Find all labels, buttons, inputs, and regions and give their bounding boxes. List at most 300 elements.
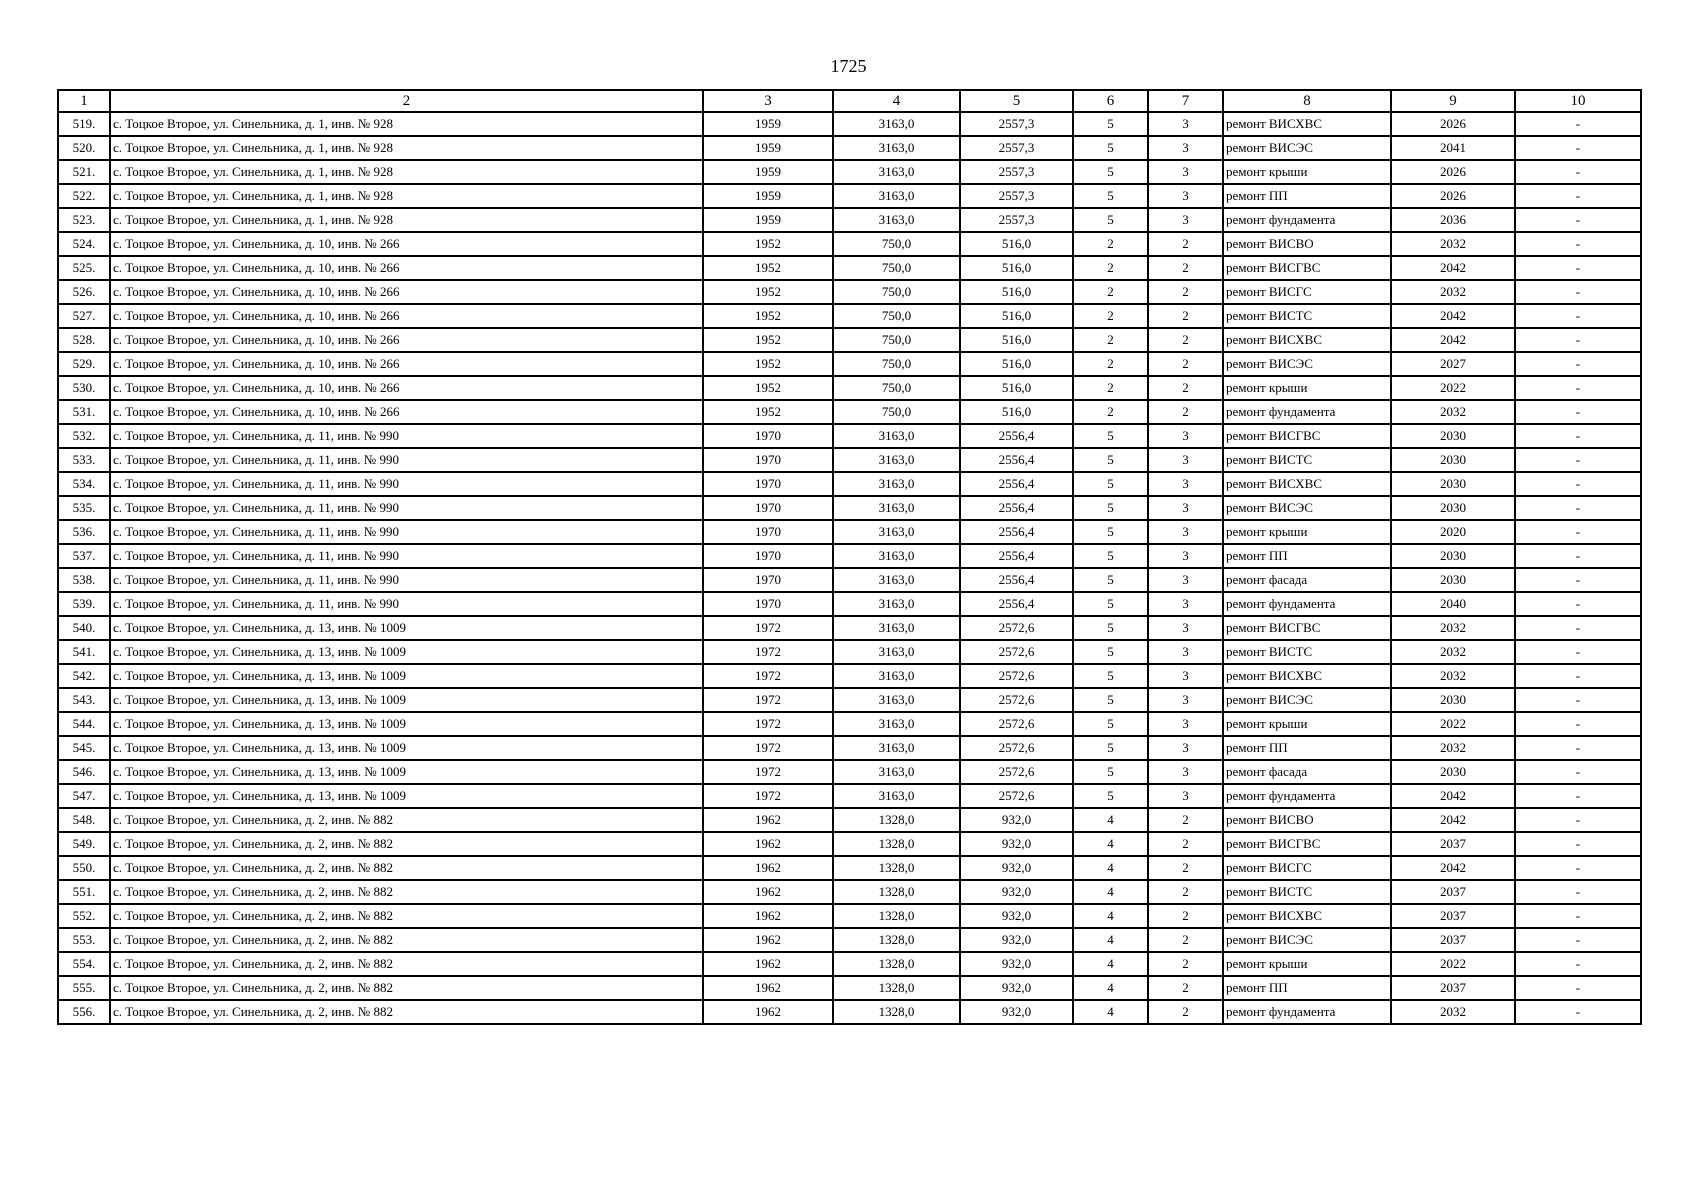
table-row bbox=[58, 1000, 1641, 1024]
year-cell: 1972 bbox=[703, 616, 833, 640]
work-type-cell: ремонт ВИСЭС bbox=[1223, 136, 1391, 160]
entrances-cell: 3 bbox=[1148, 760, 1223, 784]
entrances-cell: 3 bbox=[1148, 472, 1223, 496]
note-cell: - bbox=[1515, 352, 1641, 376]
floors-cell: 2 bbox=[1073, 256, 1148, 280]
row-number: 556. bbox=[58, 1000, 110, 1024]
row-number: 536. bbox=[58, 520, 110, 544]
total-area-cell: 3163,0 bbox=[833, 448, 960, 472]
total-area-cell: 1328,0 bbox=[833, 976, 960, 1000]
year-cell: 1962 bbox=[703, 880, 833, 904]
floors-cell: 5 bbox=[1073, 712, 1148, 736]
table-row bbox=[58, 880, 1641, 904]
row-number: 522. bbox=[58, 184, 110, 208]
table-row bbox=[58, 544, 1641, 568]
entrances-cell: 3 bbox=[1148, 520, 1223, 544]
address-cell: с. Тоцкое Второе, ул. Синельника, д. 2, инв. № 882 bbox=[110, 928, 703, 952]
floors-cell: 5 bbox=[1073, 112, 1148, 136]
note-cell: - bbox=[1515, 736, 1641, 760]
note-cell: - bbox=[1515, 880, 1641, 904]
total-area-cell: 3163,0 bbox=[833, 544, 960, 568]
floors-cell: 5 bbox=[1073, 496, 1148, 520]
floors-cell: 2 bbox=[1073, 232, 1148, 256]
column-header-2: 2 bbox=[110, 90, 703, 112]
work-type-cell: ремонт фундамента bbox=[1223, 1000, 1391, 1024]
living-area-cell: 2572,6 bbox=[960, 616, 1073, 640]
row-number: 549. bbox=[58, 832, 110, 856]
entrances-cell: 2 bbox=[1148, 352, 1223, 376]
floors-cell: 2 bbox=[1073, 280, 1148, 304]
table-row bbox=[58, 736, 1641, 760]
work-type-cell: ремонт ВИСХВС bbox=[1223, 664, 1391, 688]
note-cell: - bbox=[1515, 784, 1641, 808]
note-cell: - bbox=[1515, 112, 1641, 136]
table-row bbox=[58, 568, 1641, 592]
table-row bbox=[58, 256, 1641, 280]
note-cell: - bbox=[1515, 208, 1641, 232]
year-cell: 1970 bbox=[703, 424, 833, 448]
column-header-6: 6 bbox=[1073, 90, 1148, 112]
address-cell: с. Тоцкое Второе, ул. Синельника, д. 11, инв. № 990 bbox=[110, 544, 703, 568]
total-area-cell: 3163,0 bbox=[833, 616, 960, 640]
table-row bbox=[58, 136, 1641, 160]
table-row bbox=[58, 376, 1641, 400]
work-type-cell: ремонт ВИСТС bbox=[1223, 640, 1391, 664]
note-cell: - bbox=[1515, 328, 1641, 352]
entrances-cell: 3 bbox=[1148, 688, 1223, 712]
row-number: 546. bbox=[58, 760, 110, 784]
planned-year-cell: 2032 bbox=[1391, 1000, 1515, 1024]
floors-cell: 2 bbox=[1073, 352, 1148, 376]
year-cell: 1959 bbox=[703, 136, 833, 160]
planned-year-cell: 2042 bbox=[1391, 784, 1515, 808]
work-type-cell: ремонт ВИСХВС bbox=[1223, 904, 1391, 928]
living-area-cell: 2572,6 bbox=[960, 712, 1073, 736]
floors-cell: 4 bbox=[1073, 928, 1148, 952]
address-cell: с. Тоцкое Второе, ул. Синельника, д. 1, инв. № 928 bbox=[110, 136, 703, 160]
column-header-5: 5 bbox=[960, 90, 1073, 112]
floors-cell: 5 bbox=[1073, 136, 1148, 160]
note-cell: - bbox=[1515, 160, 1641, 184]
address-cell: с. Тоцкое Второе, ул. Синельника, д. 11, инв. № 990 bbox=[110, 496, 703, 520]
column-header-8: 8 bbox=[1223, 90, 1391, 112]
note-cell: - bbox=[1515, 808, 1641, 832]
total-area-cell: 3163,0 bbox=[833, 640, 960, 664]
work-type-cell: ремонт крыши bbox=[1223, 520, 1391, 544]
table-row bbox=[58, 856, 1641, 880]
entrances-cell: 3 bbox=[1148, 544, 1223, 568]
table-row bbox=[58, 664, 1641, 688]
living-area-cell: 2572,6 bbox=[960, 640, 1073, 664]
living-area-cell: 2572,6 bbox=[960, 664, 1073, 688]
living-area-cell: 516,0 bbox=[960, 376, 1073, 400]
row-number: 550. bbox=[58, 856, 110, 880]
floors-cell: 4 bbox=[1073, 976, 1148, 1000]
year-cell: 1972 bbox=[703, 688, 833, 712]
total-area-cell: 3163,0 bbox=[833, 208, 960, 232]
year-cell: 1952 bbox=[703, 328, 833, 352]
floors-cell: 4 bbox=[1073, 952, 1148, 976]
row-number: 534. bbox=[58, 472, 110, 496]
row-number: 541. bbox=[58, 640, 110, 664]
living-area-cell: 2557,3 bbox=[960, 184, 1073, 208]
row-number: 552. bbox=[58, 904, 110, 928]
entrances-cell: 3 bbox=[1148, 712, 1223, 736]
planned-year-cell: 2032 bbox=[1391, 232, 1515, 256]
row-number: 540. bbox=[58, 616, 110, 640]
total-area-cell: 750,0 bbox=[833, 376, 960, 400]
table-row bbox=[58, 760, 1641, 784]
living-area-cell: 932,0 bbox=[960, 952, 1073, 976]
floors-cell: 5 bbox=[1073, 688, 1148, 712]
year-cell: 1962 bbox=[703, 952, 833, 976]
address-cell: с. Тоцкое Второе, ул. Синельника, д. 2, инв. № 882 bbox=[110, 952, 703, 976]
floors-cell: 5 bbox=[1073, 736, 1148, 760]
work-type-cell: ремонт ВИСЭС bbox=[1223, 496, 1391, 520]
address-cell: с. Тоцкое Второе, ул. Синельника, д. 2, инв. № 882 bbox=[110, 856, 703, 880]
year-cell: 1952 bbox=[703, 352, 833, 376]
planned-year-cell: 2030 bbox=[1391, 688, 1515, 712]
planned-year-cell: 2030 bbox=[1391, 568, 1515, 592]
work-type-cell: ремонт ВИСТС bbox=[1223, 880, 1391, 904]
address-cell: с. Тоцкое Второе, ул. Синельника, д. 10, инв. № 266 bbox=[110, 376, 703, 400]
note-cell: - bbox=[1515, 232, 1641, 256]
entrances-cell: 2 bbox=[1148, 304, 1223, 328]
row-number: 525. bbox=[58, 256, 110, 280]
work-type-cell: ремонт фундамента bbox=[1223, 208, 1391, 232]
work-type-cell: ремонт ВИСХВС bbox=[1223, 328, 1391, 352]
floors-cell: 5 bbox=[1073, 616, 1148, 640]
total-area-cell: 750,0 bbox=[833, 256, 960, 280]
planned-year-cell: 2026 bbox=[1391, 184, 1515, 208]
address-cell: с. Тоцкое Второе, ул. Синельника, д. 13, инв. № 1009 bbox=[110, 664, 703, 688]
work-type-cell: ремонт фундамента bbox=[1223, 592, 1391, 616]
table-row bbox=[58, 160, 1641, 184]
note-cell: - bbox=[1515, 904, 1641, 928]
work-type-cell: ремонт крыши bbox=[1223, 952, 1391, 976]
note-cell: - bbox=[1515, 280, 1641, 304]
entrances-cell: 3 bbox=[1148, 664, 1223, 688]
planned-year-cell: 2032 bbox=[1391, 736, 1515, 760]
living-area-cell: 516,0 bbox=[960, 280, 1073, 304]
address-cell: с. Тоцкое Второе, ул. Синельника, д. 13, инв. № 1009 bbox=[110, 688, 703, 712]
year-cell: 1970 bbox=[703, 568, 833, 592]
address-cell: с. Тоцкое Второе, ул. Синельника, д. 13, инв. № 1009 bbox=[110, 760, 703, 784]
column-header-1: 1 bbox=[58, 90, 110, 112]
year-cell: 1962 bbox=[703, 856, 833, 880]
year-cell: 1959 bbox=[703, 112, 833, 136]
total-area-cell: 3163,0 bbox=[833, 520, 960, 544]
living-area-cell: 932,0 bbox=[960, 928, 1073, 952]
total-area-cell: 750,0 bbox=[833, 232, 960, 256]
planned-year-cell: 2032 bbox=[1391, 664, 1515, 688]
work-type-cell: ремонт крыши bbox=[1223, 376, 1391, 400]
row-number: 553. bbox=[58, 928, 110, 952]
row-number: 526. bbox=[58, 280, 110, 304]
table-row bbox=[58, 928, 1641, 952]
note-cell: - bbox=[1515, 832, 1641, 856]
column-header-7: 7 bbox=[1148, 90, 1223, 112]
floors-cell: 4 bbox=[1073, 832, 1148, 856]
column-header-3: 3 bbox=[703, 90, 833, 112]
year-cell: 1962 bbox=[703, 976, 833, 1000]
table-row bbox=[58, 832, 1641, 856]
planned-year-cell: 2022 bbox=[1391, 712, 1515, 736]
address-cell: с. Тоцкое Второе, ул. Синельника, д. 10, инв. № 266 bbox=[110, 400, 703, 424]
floors-cell: 4 bbox=[1073, 1000, 1148, 1024]
work-type-cell: ремонт ПП bbox=[1223, 184, 1391, 208]
living-area-cell: 2556,4 bbox=[960, 544, 1073, 568]
row-number: 537. bbox=[58, 544, 110, 568]
living-area-cell: 2556,4 bbox=[960, 496, 1073, 520]
entrances-cell: 2 bbox=[1148, 928, 1223, 952]
year-cell: 1952 bbox=[703, 376, 833, 400]
address-cell: с. Тоцкое Второе, ул. Синельника, д. 10, инв. № 266 bbox=[110, 352, 703, 376]
planned-year-cell: 2030 bbox=[1391, 472, 1515, 496]
total-area-cell: 3163,0 bbox=[833, 592, 960, 616]
row-number: 535. bbox=[58, 496, 110, 520]
planned-year-cell: 2027 bbox=[1391, 352, 1515, 376]
total-area-cell: 3163,0 bbox=[833, 568, 960, 592]
work-type-cell: ремонт ВИСТС bbox=[1223, 448, 1391, 472]
note-cell: - bbox=[1515, 856, 1641, 880]
planned-year-cell: 2026 bbox=[1391, 160, 1515, 184]
planned-year-cell: 2037 bbox=[1391, 928, 1515, 952]
total-area-cell: 750,0 bbox=[833, 352, 960, 376]
address-cell: с. Тоцкое Второе, ул. Синельника, д. 11, инв. № 990 bbox=[110, 592, 703, 616]
address-cell: с. Тоцкое Второе, ул. Синельника, д. 11, инв. № 990 bbox=[110, 568, 703, 592]
address-cell: с. Тоцкое Второе, ул. Синельника, д. 13, инв. № 1009 bbox=[110, 640, 703, 664]
work-type-cell: ремонт ВИСВО bbox=[1223, 232, 1391, 256]
living-area-cell: 2557,3 bbox=[960, 112, 1073, 136]
planned-year-cell: 2037 bbox=[1391, 976, 1515, 1000]
table-row bbox=[58, 448, 1641, 472]
column-header-9: 9 bbox=[1391, 90, 1515, 112]
total-area-cell: 3163,0 bbox=[833, 424, 960, 448]
note-cell: - bbox=[1515, 448, 1641, 472]
work-type-cell: ремонт ВИСВО bbox=[1223, 808, 1391, 832]
work-type-cell: ремонт ПП bbox=[1223, 736, 1391, 760]
planned-year-cell: 2037 bbox=[1391, 832, 1515, 856]
entrances-cell: 3 bbox=[1148, 568, 1223, 592]
table-row bbox=[58, 808, 1641, 832]
table-row bbox=[58, 640, 1641, 664]
planned-year-cell: 2032 bbox=[1391, 280, 1515, 304]
year-cell: 1972 bbox=[703, 712, 833, 736]
year-cell: 1952 bbox=[703, 232, 833, 256]
year-cell: 1970 bbox=[703, 592, 833, 616]
year-cell: 1962 bbox=[703, 832, 833, 856]
planned-year-cell: 2042 bbox=[1391, 808, 1515, 832]
address-cell: с. Тоцкое Второе, ул. Синельника, д. 13, инв. № 1009 bbox=[110, 616, 703, 640]
total-area-cell: 1328,0 bbox=[833, 952, 960, 976]
year-cell: 1952 bbox=[703, 256, 833, 280]
planned-year-cell: 2042 bbox=[1391, 328, 1515, 352]
note-cell: - bbox=[1515, 544, 1641, 568]
living-area-cell: 932,0 bbox=[960, 904, 1073, 928]
living-area-cell: 516,0 bbox=[960, 328, 1073, 352]
address-cell: с. Тоцкое Второе, ул. Синельника, д. 11, инв. № 990 bbox=[110, 520, 703, 544]
note-cell: - bbox=[1515, 640, 1641, 664]
entrances-cell: 3 bbox=[1148, 784, 1223, 808]
year-cell: 1970 bbox=[703, 544, 833, 568]
planned-year-cell: 2020 bbox=[1391, 520, 1515, 544]
total-area-cell: 1328,0 bbox=[833, 808, 960, 832]
entrances-cell: 2 bbox=[1148, 952, 1223, 976]
year-cell: 1959 bbox=[703, 184, 833, 208]
living-area-cell: 2556,4 bbox=[960, 448, 1073, 472]
note-cell: - bbox=[1515, 136, 1641, 160]
note-cell: - bbox=[1515, 928, 1641, 952]
note-cell: - bbox=[1515, 688, 1641, 712]
address-cell: с. Тоцкое Второе, ул. Синельника, д. 1, инв. № 928 bbox=[110, 208, 703, 232]
floors-cell: 4 bbox=[1073, 856, 1148, 880]
floors-cell: 5 bbox=[1073, 664, 1148, 688]
address-cell: с. Тоцкое Второе, ул. Синельника, д. 13, инв. № 1009 bbox=[110, 784, 703, 808]
note-cell: - bbox=[1515, 256, 1641, 280]
table-row bbox=[58, 232, 1641, 256]
floors-cell: 5 bbox=[1073, 448, 1148, 472]
entrances-cell: 2 bbox=[1148, 856, 1223, 880]
living-area-cell: 932,0 bbox=[960, 856, 1073, 880]
table-row bbox=[58, 688, 1641, 712]
note-cell: - bbox=[1515, 184, 1641, 208]
note-cell: - bbox=[1515, 664, 1641, 688]
address-cell: с. Тоцкое Второе, ул. Синельника, д. 1, инв. № 928 bbox=[110, 184, 703, 208]
entrances-cell: 3 bbox=[1148, 424, 1223, 448]
total-area-cell: 1328,0 bbox=[833, 856, 960, 880]
note-cell: - bbox=[1515, 952, 1641, 976]
living-area-cell: 516,0 bbox=[960, 304, 1073, 328]
total-area-cell: 750,0 bbox=[833, 328, 960, 352]
row-number: 520. bbox=[58, 136, 110, 160]
floors-cell: 5 bbox=[1073, 568, 1148, 592]
year-cell: 1952 bbox=[703, 304, 833, 328]
living-area-cell: 516,0 bbox=[960, 256, 1073, 280]
planned-year-cell: 2041 bbox=[1391, 136, 1515, 160]
total-area-cell: 750,0 bbox=[833, 304, 960, 328]
floors-cell: 5 bbox=[1073, 520, 1148, 544]
total-area-cell: 1328,0 bbox=[833, 880, 960, 904]
floors-cell: 4 bbox=[1073, 904, 1148, 928]
planned-year-cell: 2042 bbox=[1391, 856, 1515, 880]
address-cell: с. Тоцкое Второе, ул. Синельника, д. 2, инв. № 882 bbox=[110, 1000, 703, 1024]
total-area-cell: 3163,0 bbox=[833, 136, 960, 160]
note-cell: - bbox=[1515, 376, 1641, 400]
total-area-cell: 3163,0 bbox=[833, 160, 960, 184]
table-row bbox=[58, 496, 1641, 520]
table-row bbox=[58, 352, 1641, 376]
floors-cell: 5 bbox=[1073, 784, 1148, 808]
address-cell: с. Тоцкое Второе, ул. Синельника, д. 10, инв. № 266 bbox=[110, 232, 703, 256]
floors-cell: 2 bbox=[1073, 376, 1148, 400]
table-row bbox=[58, 976, 1641, 1000]
floors-cell: 5 bbox=[1073, 472, 1148, 496]
living-area-cell: 516,0 bbox=[960, 352, 1073, 376]
floors-cell: 5 bbox=[1073, 160, 1148, 184]
year-cell: 1952 bbox=[703, 400, 833, 424]
row-number: 527. bbox=[58, 304, 110, 328]
total-area-cell: 3163,0 bbox=[833, 496, 960, 520]
total-area-cell: 3163,0 bbox=[833, 664, 960, 688]
note-cell: - bbox=[1515, 760, 1641, 784]
total-area-cell: 1328,0 bbox=[833, 928, 960, 952]
table-row bbox=[58, 952, 1641, 976]
row-number: 543. bbox=[58, 688, 110, 712]
table-row bbox=[58, 328, 1641, 352]
entrances-cell: 3 bbox=[1148, 448, 1223, 472]
row-number: 521. bbox=[58, 160, 110, 184]
note-cell: - bbox=[1515, 424, 1641, 448]
table-row bbox=[58, 616, 1641, 640]
note-cell: - bbox=[1515, 976, 1641, 1000]
row-number: 533. bbox=[58, 448, 110, 472]
total-area-cell: 1328,0 bbox=[833, 904, 960, 928]
note-cell: - bbox=[1515, 1000, 1641, 1024]
entrances-cell: 3 bbox=[1148, 160, 1223, 184]
living-area-cell: 2556,4 bbox=[960, 520, 1073, 544]
row-number: 547. bbox=[58, 784, 110, 808]
work-type-cell: ремонт ПП bbox=[1223, 976, 1391, 1000]
living-area-cell: 932,0 bbox=[960, 832, 1073, 856]
work-type-cell: ремонт ВИСЭС bbox=[1223, 928, 1391, 952]
floors-cell: 5 bbox=[1073, 544, 1148, 568]
row-number: 519. bbox=[58, 112, 110, 136]
table-row bbox=[58, 520, 1641, 544]
work-type-cell: ремонт ВИСГВС bbox=[1223, 256, 1391, 280]
row-number: 548. bbox=[58, 808, 110, 832]
work-type-cell: ремонт ВИСГС bbox=[1223, 856, 1391, 880]
entrances-cell: 2 bbox=[1148, 832, 1223, 856]
total-area-cell: 3163,0 bbox=[833, 184, 960, 208]
note-cell: - bbox=[1515, 400, 1641, 424]
floors-cell: 2 bbox=[1073, 328, 1148, 352]
floors-cell: 2 bbox=[1073, 400, 1148, 424]
total-area-cell: 3163,0 bbox=[833, 472, 960, 496]
row-number: 538. bbox=[58, 568, 110, 592]
planned-year-cell: 2030 bbox=[1391, 496, 1515, 520]
entrances-cell: 3 bbox=[1148, 184, 1223, 208]
year-cell: 1970 bbox=[703, 472, 833, 496]
living-area-cell: 2572,6 bbox=[960, 688, 1073, 712]
year-cell: 1972 bbox=[703, 736, 833, 760]
entrances-cell: 2 bbox=[1148, 256, 1223, 280]
year-cell: 1962 bbox=[703, 928, 833, 952]
total-area-cell: 3163,0 bbox=[833, 784, 960, 808]
floors-cell: 4 bbox=[1073, 880, 1148, 904]
address-cell: с. Тоцкое Второе, ул. Синельника, д. 11, инв. № 990 bbox=[110, 448, 703, 472]
floors-cell: 5 bbox=[1073, 424, 1148, 448]
living-area-cell: 2556,4 bbox=[960, 424, 1073, 448]
year-cell: 1972 bbox=[703, 640, 833, 664]
entrances-cell: 3 bbox=[1148, 592, 1223, 616]
address-cell: с. Тоцкое Второе, ул. Синельника, д. 10, инв. № 266 bbox=[110, 280, 703, 304]
work-type-cell: ремонт ВИСГВС bbox=[1223, 424, 1391, 448]
work-type-cell: ремонт ВИСХВС bbox=[1223, 472, 1391, 496]
planned-year-cell: 2036 bbox=[1391, 208, 1515, 232]
floors-cell: 5 bbox=[1073, 592, 1148, 616]
entrances-cell: 3 bbox=[1148, 112, 1223, 136]
row-number: 524. bbox=[58, 232, 110, 256]
work-type-cell: ремонт ПП bbox=[1223, 544, 1391, 568]
year-cell: 1970 bbox=[703, 520, 833, 544]
address-cell: с. Тоцкое Второе, ул. Синельника, д. 10, инв. № 266 bbox=[110, 304, 703, 328]
floors-cell: 5 bbox=[1073, 184, 1148, 208]
entrances-cell: 2 bbox=[1148, 1000, 1223, 1024]
total-area-cell: 3163,0 bbox=[833, 112, 960, 136]
planned-year-cell: 2032 bbox=[1391, 640, 1515, 664]
living-area-cell: 2557,3 bbox=[960, 160, 1073, 184]
